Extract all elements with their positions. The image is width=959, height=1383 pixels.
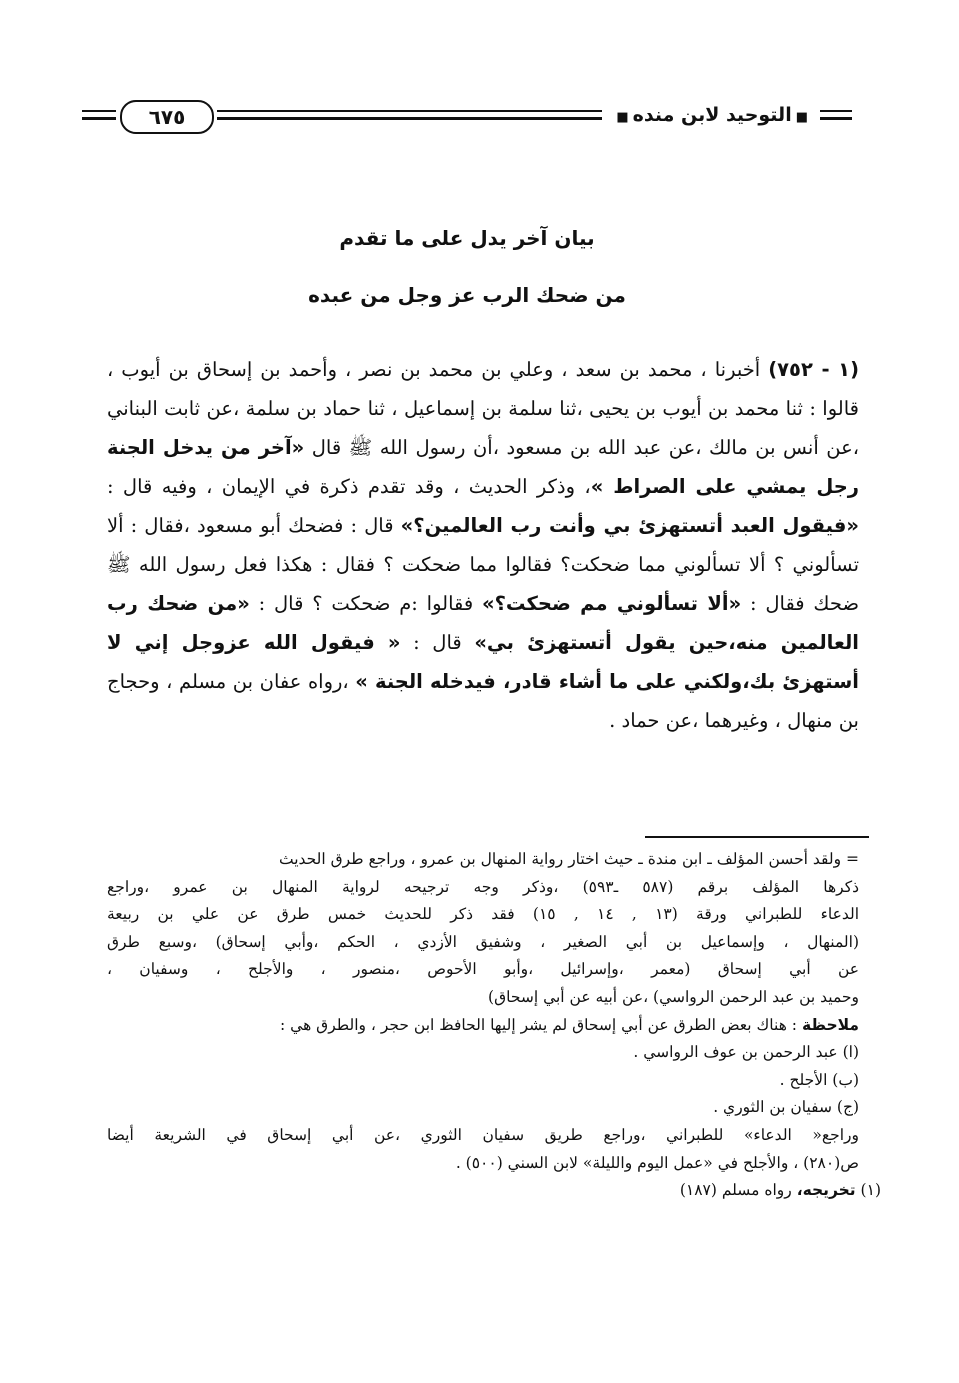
running-header [82, 98, 852, 138]
hadith-quote: « فيقول الله عزوجل إني لا أستهزئ بك،ولكني على ما أشاء قادر، فيدخله الجنة » [107, 631, 859, 693]
footnote-line: ص(٢٨٠) ، والأجلح في «عمل اليوم والليلة» لابن السني (٥٠٠) . [455, 1153, 859, 1172]
hadith-text-segment: فقالوا :م ضحكت ؟ قال : [249, 592, 482, 615]
footnote-line: ذكرها المؤلف برقم (٥٨٧ ـ٥٩٣) ،وذكر وجه ترجيحه لرواية المنهال بن عمرو ،وراجع [107, 877, 859, 896]
hadith-quote: «آخر من يدخل الجنة رجل يمشي على الصراط » [107, 436, 860, 498]
note-label: ملاحظة [801, 1015, 859, 1034]
header-rule [217, 110, 602, 112]
footnote-1-text: رواه مسلم (١٨٧) [679, 1181, 797, 1200]
header-rule [217, 117, 602, 120]
book-title-block [612, 104, 812, 126]
footnote-line: الدعاء للطبراني ورقة (١٣ , ١٤ , ١٥) فقد ذكر للحديث خمس طرق عن علي بن ربيعة [107, 905, 859, 924]
hadith-quote: «فيقول العبد أتستهزئ بي وأنت رب العالمين؟» [400, 514, 859, 537]
hadith-quote: «ألا تسألوني مم ضحكت؟» [482, 592, 742, 615]
footnote-line: عن أبي إسحاق (معمر ،وإسرائيل ،وأبو الأحوص ،منصور ، والأجلح ، وسفيان ، [107, 960, 859, 979]
hadith-text-segment: ، وذكر الحديث ، وقد تقدم ذكرة في الإيمان ، وفيه قال : [107, 475, 591, 498]
square-bullet-icon: ■ [795, 110, 808, 125]
footnote-1 [107, 1177, 881, 1205]
hadith-text-segment: ،رواه عفان بن مسلم ، وحجاج بن منهال ، وغيرهما ،عن حماد . [107, 670, 859, 732]
square-bullet-icon: ■ [616, 110, 629, 125]
hadith-text-segment: قال : [400, 631, 475, 654]
header-rule [820, 117, 852, 120]
footnote-line: (ب) الأجلح . [779, 1070, 859, 1089]
book-title: التوحيد لابن منده [632, 104, 792, 126]
footnote-1-label: تخريجه، [796, 1181, 856, 1200]
footnote-1-number: (١) [860, 1181, 881, 1200]
chapter-title-line1: بيان آخر يدل على ما تقدم [339, 226, 595, 250]
note-text: : هناك بعض الطرق عن أبي إسحاق لم يشر إليها الحافظ ابن حجر ، والطرق هي : [280, 1015, 802, 1034]
chapter-title-line2: من ضحك الرب عز وجل من عبده [308, 283, 626, 307]
hadith-text [107, 350, 859, 740]
hadith-quote: «من ضحك رب العالمين منه،حين يقول أتستهزئ بي» [107, 592, 859, 654]
footnote-line: (ا) عبد الرحمن بن عوف الرواسي . [633, 1043, 859, 1062]
footnote-line: = ولقد أحسن المؤلف ـ ابن مندة ـ حيث اختار رواية المنهال بن عمرو ، وراجع طرق الحديث [279, 850, 859, 868]
footnote-note [107, 1012, 859, 1040]
hadith-text-segment: قال : فضحك أبو مسعود ،فقال : ألا تسألوني ؟ ألا تسألوني مما ضحكت؟ فقالوا مما ضحكت ؟ فقال : هكذا فعل رسول الله ﷺ ضحك فقال : [107, 514, 859, 615]
header-rule [820, 110, 852, 112]
footnote-line: (المنهال ، وإسماعيل بن أبي الصغير ، وشفيق الأزدي ، الحكم ،وأبي إسحاق) ،وسبع طرق [107, 932, 859, 951]
footnote-line: وحميد بن عبد الرحمن الرواسي) ،عن أبيه عن أبي إسحاق) [488, 987, 859, 1006]
page-number: ٦٧٥ [120, 100, 214, 134]
hadith-chain: أخبرنا ، محمد بن سعد ، وعلي بن محمد بن نصر ، وأحمد بن إسحاق بن أيوب ، قالوا : ثنا محمد بن أيوب بن يحيى ،ثنا سلمة بن إسماعيل ، ثنا حماد بن سلمة ،عن ثابت البناني ،عن أنس بن مالك ،عن عبد الله بن مسعود ،أن رسول الله ﷺ قال [107, 358, 860, 459]
footnote-divider [645, 836, 869, 838]
footnote-line: (ج) سفيان بن الثوري . [713, 1098, 859, 1117]
header-rule [82, 117, 116, 120]
header-rule [82, 110, 116, 112]
footnote-line: وراجع« الدعاء» للطبراني ،وراجع طريق سفيان الثوري ،عن أبي إسحاق في الشريعة أيضا [107, 1125, 859, 1144]
footnotes [107, 846, 881, 1205]
hadith-number: (١ - ٧٥٢) [768, 358, 859, 381]
